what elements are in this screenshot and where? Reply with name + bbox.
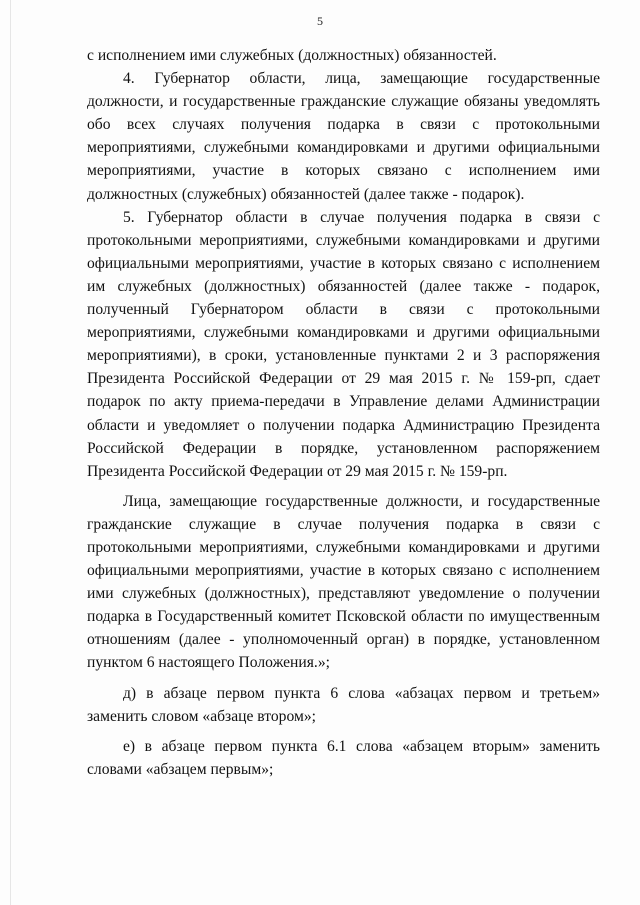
paragraph-continuation: с исполнением ими служебных (должностных) обязанностей. bbox=[87, 47, 497, 64]
paragraph-officials: Лица, замещающие государственные должности, и государственные гражданские служащие в случае получения подарка в связи с протокольными мероприятиями, служебными командировками и другими официальными мероприятиями, участие в которых связано с исполнением ими служебных (должностных), представляют уведомление о получении подарка в Государственный комитет Псковской области по имущественным отношениям (далее - уполномоченный орган) в порядке, установленном пунктом 6 настоящего Положения.»; bbox=[87, 492, 600, 672]
paragraph-item-5: 5. Губернатор области в случае получения подарка в связи с протокольными мероприятиями, служебными командировками и другими официальными мероприятиями, участие в которых связано с исполнением им служебных (должностных) обязанностей (далее также - подарок, полученный Губернатором области в связи с протокольными мероприятиями, служебными командировками и другими официальными мероприятиями), в сроки, установленные пунктами 2 и 3 распоряжения Президента Российской Федерации от 29 мая 2015 г. № 159-рп, сдает подарок по акту приема-передачи в Управление делами Администрации области и уведомляет о получении подарка Администрацию Президента Российской Федерации в порядке, установленном распоряжением Президента Российской Федерации от 29 мая 2015 г. № 159-рп. bbox=[87, 208, 600, 480]
paragraph-item-e: е) в абзаце первом пункта 6.1 слова «абзацем вторым» заменить словами «абзацем первым»; bbox=[87, 737, 600, 778]
paragraph-item-d: д) в абзаце первом пункта 6 слова «абзацах первом и третьем» заменить словом «абзаце втором»; bbox=[87, 684, 600, 725]
scan-edge-line bbox=[10, 0, 11, 905]
page-number: 5 bbox=[317, 14, 323, 28]
paragraph-item-4: 4. Губернатор области, лица, замещающие государственные должности, и государственные гражданские служащие обязаны уведомлять обо всех случаях получения подарка в связи с протокольными мероприятиями, служебными командировками и другими официальными мероприятиями, участие в которых связано с исполнением ими должностных (служебных) обязанностей (далее также - подарок). bbox=[87, 70, 600, 203]
document-body bbox=[87, 44, 600, 781]
